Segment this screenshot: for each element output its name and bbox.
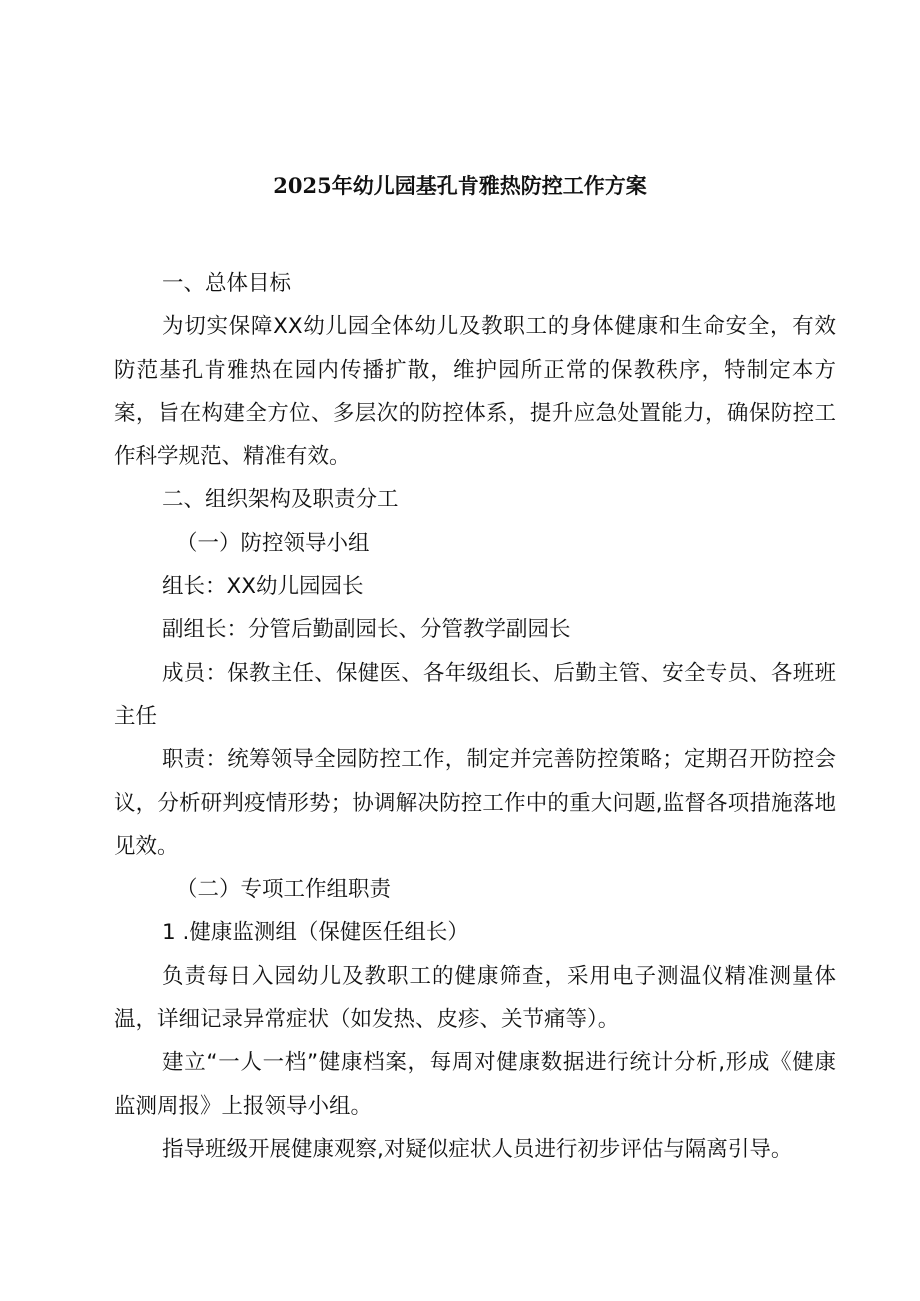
document-body (114, 262, 836, 1171)
paragraph-members: 成员：保教主任、保健医、各年级组长、后勤主管、安全专员、各班班主任 (114, 660, 836, 729)
section-heading-overall-goal: 一、总体目标 (162, 271, 292, 296)
paragraph-overall-goal: 为切实保障XX幼儿园全体幼儿及教职工的身体健康和生命安全，有效防范基孔肯雅热在园内传播扩散，维护园所正常的保教秩序，特制定本方案，旨在构建全方位、多层次的防控体系，提升应急处置能力，确保防控工作科学规范、精准有效。 (114, 314, 836, 470)
document-title: 2025年幼儿园基孔肯雅热防控工作方案 (273, 173, 647, 198)
section-heading-organization: 二、组织架构及职责分工 (162, 487, 399, 513)
paragraph-deputy-leader: 副组长：分管后勤副园长、分管教学副园长 (162, 617, 571, 643)
paragraph-health-records: 建立“一人一档”健康档案，每周对健康数据进行统计分析,形成《健康监测周报》上报领导小组。 (114, 1050, 836, 1119)
paragraph-duties: 职责：统筹领导全园防控工作，制定并完善防控策略；定期召开防控会议，分析研判疫情形势；协调解决防控工作中的重大问题,监督各项措施落地见效。 (114, 747, 836, 859)
paragraph-daily-screening: 负责每日入园幼儿及教职工的健康筛查，采用电子测温仪精准测量体温，详细记录异常症状（如发热、皮疹、关节痛等）。 (114, 963, 836, 1033)
paragraph-health-observation: 指导班级开展健康观察,对疑似症状人员进行初步评估与隔离引导。 (162, 1136, 793, 1162)
subsection-heading-special-groups: （二）专项工作组职责 (176, 877, 392, 903)
paragraph-group-leader: 组长：XX幼儿园园长 (162, 574, 364, 600)
subsection-heading-leadership-group: （一）防控领导小组 (176, 530, 370, 556)
item-heading-health-monitoring: 1 .健康监测组（保健医任组长） (162, 920, 469, 946)
